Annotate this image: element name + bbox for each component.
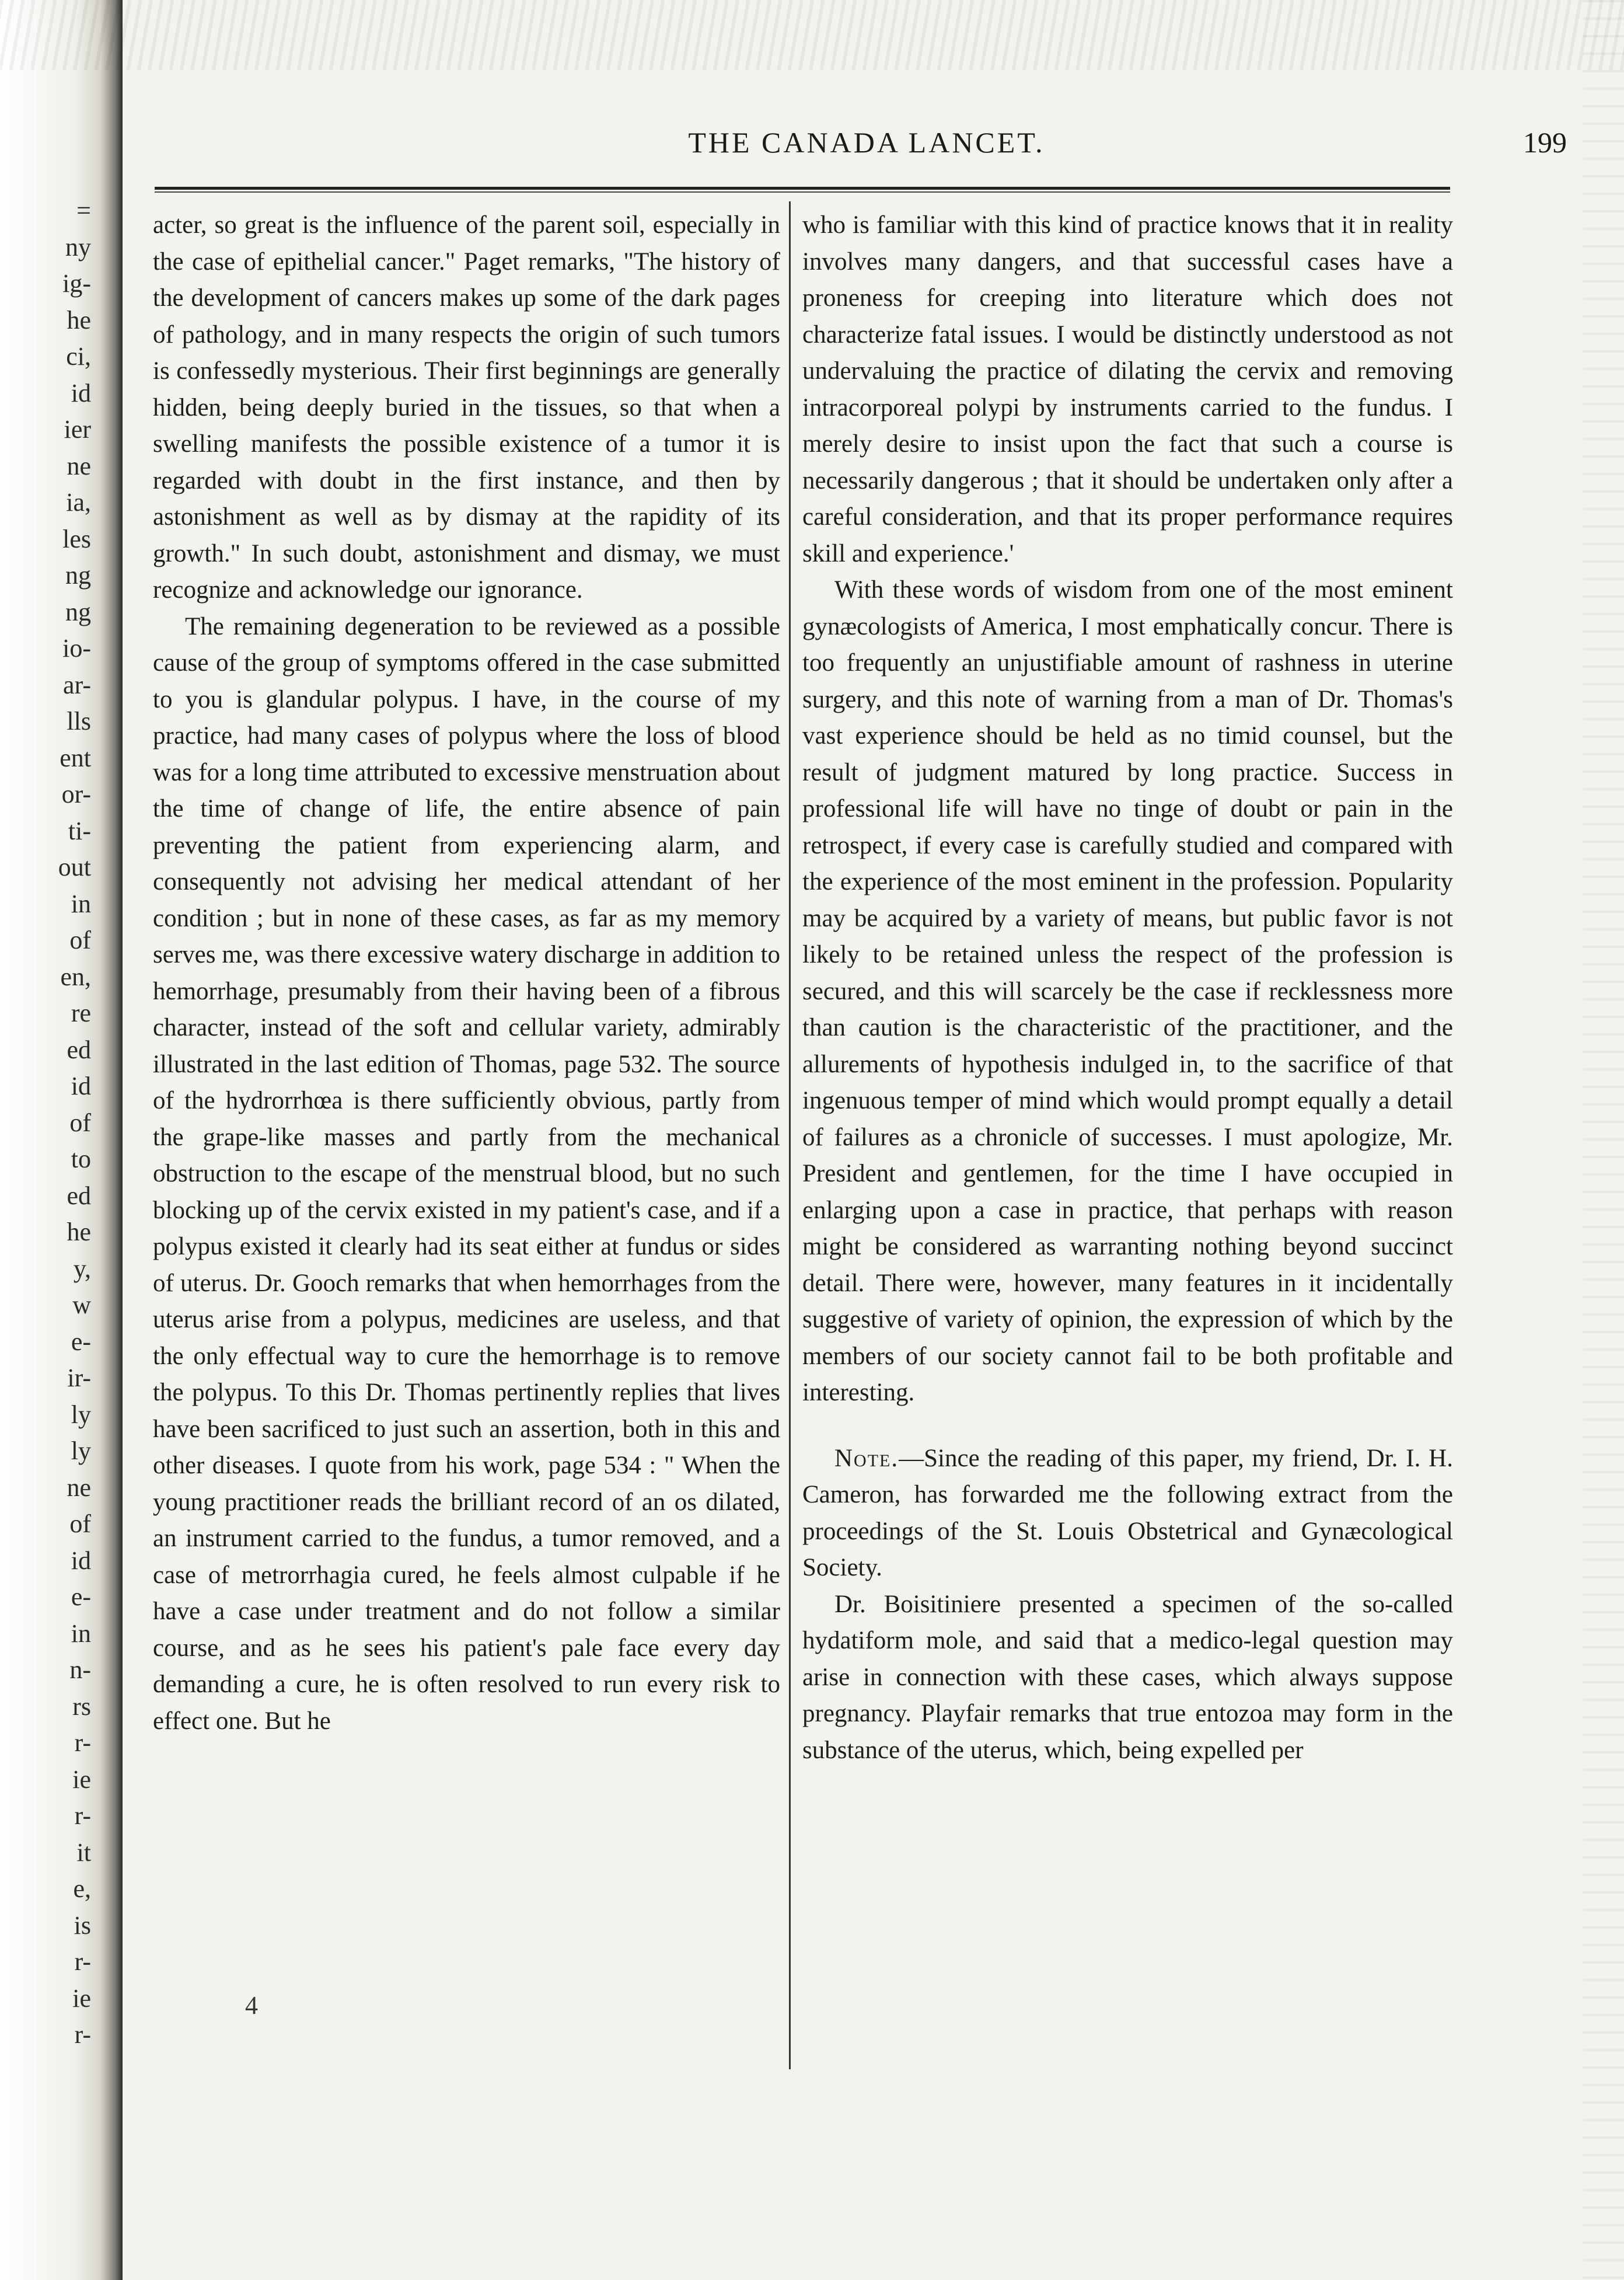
gutter-fragments (4, 193, 91, 2054)
page-number: 199 (1523, 126, 1567, 159)
gutter-fragment: ci, (66, 342, 91, 371)
binding-gutter (0, 0, 123, 2280)
right-paragraph-1: who is familiar with this kind of practice knows that it in reality involves many dangers, and that successful cases have a proneness for creeping into literature which does not characterize fatal issues. I would be distinctly understood as not undervaluing the practice of dilating the cervix and removing intracorporeal polypi by instruments carried to the fundus. I merely desire to insist upon the fact that such a course is necessarily dangerous ; that it should be undertaken only after a careful consideration, and that its proper performance requires skill and experience.' (802, 211, 1453, 567)
gutter-fragment: ar- (63, 670, 91, 699)
gutter-fragment: of (69, 926, 91, 954)
gutter-fragment: r- (74, 2020, 91, 2049)
gutter-fragment: e- (71, 1327, 91, 1356)
gutter-fragment: e- (71, 1582, 91, 1611)
gutter-fragment: id (71, 1072, 91, 1100)
gutter-fragment: ly (71, 1437, 91, 1465)
header-rule (155, 187, 1450, 193)
gutter-fragment: ir- (67, 1364, 91, 1392)
note-label: Note. (834, 1444, 899, 1472)
gutter-fragment: lls (67, 707, 91, 735)
gutter-fragment: y, (73, 1254, 91, 1283)
gutter-fragment: ed (67, 1181, 91, 1210)
gutter-fragment: = (76, 196, 91, 225)
left-column (153, 207, 780, 1739)
gutter-fragment: ny (65, 232, 91, 262)
gutter-fragment: id (71, 1546, 91, 1575)
note-text: —Since the reading of this paper, my friend, Dr. I. H. Cameron, has forwarded me the following extract from the proceedings of the St. Louis Obstetrical and Gynæcological Society. (802, 1444, 1453, 1581)
gutter-fragment: r- (74, 1728, 91, 1757)
gutter-fragment: ie (72, 1983, 91, 2013)
gutter-fragment: ier (64, 415, 91, 444)
gutter-fragment: n- (69, 1655, 91, 1684)
gutter-fragment: of (69, 1108, 91, 1137)
gutter-fragment: r- (74, 1801, 91, 1830)
gutter-fragment: is (74, 1911, 91, 1940)
gutter-fragment: io- (62, 634, 91, 663)
running-title: THE CANADA LANCET. (688, 126, 1045, 159)
gutter-fragment: ent (60, 743, 91, 772)
right-paragraph-2: With these words of wisdom from one of the most eminent gynæcologists of America, I most emphatically concur. There is too frequently an unjustifiable amount of rashness in uterine surgery, and this note of warning from a man of Dr. Thomas's vast experience should be held as no timid counsel, but the result of judgment matured by long practice. Success in professional life will have no tinge of doubt or pain in the retrospect, if every case is carefully studied and compared with the experience of the most eminent in the profession. Popularity may be acquired by a variety of means, but public favor is not likely to be retained unless the respect of the profession is secured, and this will scarcely be the case if recklessness more than caution is the characteristic of the practitioner, and the allurements of hypothesis indulged in, to the sacrifice of that ingenuous temper of mind which would prompt equally a detail of failures as a chronicle of successes. I must apologize, Mr. President and gentlemen, for the time I have occupied in enlarging upon a case in practice, that perhaps with reason might be considered as warranting nothing beyond succinct detail. There were, however, many features in it incidentally suggestive of variety of opinion, the expression of which by the members of our society cannot fail to be both profitable and interesting. (802, 576, 1453, 1406)
gutter-fragment: ia, (66, 488, 91, 517)
gutter-fragment: ne (67, 451, 91, 480)
gutter-fragment: of (69, 1509, 91, 1538)
gutter-fragment: in (71, 889, 91, 918)
gutter-fragment: ly (71, 1400, 91, 1429)
gutter-fragment: he (67, 305, 91, 334)
left-paragraph-2: The remaining degeneration to be reviewed as a possible cause of the group of symptoms offered in the case submitted to you is glandular polypus. I have, in the course of my practice, had many cases of polypus where the loss of blood was for a long time attributed to excessive menstruation about the time of change of life, the entire absence of pain preventing the patient from experiencing alarm, and consequently not advising her medical attendant of her condition ; but in none of these cases, as far as my memory serves me, was there excessive watery discharge in addition to hemorrhage, presumably from their having been of a fibrous character, instead of the soft and cellular variety, admirably illustrated in the last edition of Thomas, page 532. The source of the hydrorrhœa is there sufficiently obvious, partly from the grape-like masses and partly from the mechanical obstruction to the escape of the menstrual blood, but no such blocking up of the cervix existed in my patient's case, and if a polypus existed it clearly had its seat either at fundus or sides of uterus. Dr. Gooch remarks that when hemorrhages from the uterus arise from a polypus, medicines are useless, and that the only effectual way to cure the hemorrhage is to remove the polypus. To this Dr. Thomas pertinently replies that lives have been sacrificed to just such an assertion, both in this and other diseases. I quote from his work, page 534 : " When the young practitioner reads the brilliant record of an os dilated, an instrument carried to the fundus, a tumor removed, and a case of metrorrhagia cured, he feels almost culpable if he have a case under treatment and do not follow a similar course, and as he sees his patient's pale face every day demanding a cure, he is often resolved to run every risk to effect one. But he (153, 612, 780, 1735)
page-header (152, 125, 1581, 172)
right-column (802, 207, 1453, 1769)
gutter-fragment: r- (74, 1947, 91, 1976)
gutter-fragment: re (71, 999, 91, 1027)
scan-noise-right (1583, 0, 1624, 2280)
gutter-fragment: ig- (62, 269, 91, 298)
gutter-fragment: ed (67, 1035, 91, 1064)
gutter-fragment: it (76, 1838, 91, 1867)
gutter-fragment: rs (72, 1692, 91, 1721)
column-divider (789, 201, 791, 2069)
left-paragraph-1: acter, so great is the influence of the parent soil, especially in the case of epithelial cancer." Paget remarks, "The history of the development of cancers makes up some of the dark pages of pathology, and in many respects the origin of such tumors is confessedly mysterious. Their first beginnings are generally hidden, being deeply buried in the tissues, so that when a swelling manifests the possible existence of a tumor it is regarded with doubt in the first instance, and then by astonishment as well as by dismay at the rapidity of its growth." In such doubt, astonishment and dismay, we must recognize and acknowledge our ignorance. (153, 211, 780, 604)
gutter-fragment: id (71, 378, 91, 407)
gutter-fragment: in (71, 1619, 91, 1648)
scan-noise-top (0, 0, 1624, 70)
gutter-fragment: les (62, 524, 91, 553)
gutter-fragment: e, (73, 1874, 91, 1903)
signature-mark: 4 (245, 1991, 258, 2020)
gutter-fragment: out (58, 853, 91, 881)
gutter-fragment: to (71, 1145, 91, 1173)
gutter-fragment: ie (72, 1765, 91, 1794)
note-paragraph (802, 1441, 1453, 1587)
gutter-fragment: ne (67, 1473, 91, 1502)
gutter-fragment: ng (65, 597, 91, 626)
gutter-fragment: ti- (68, 816, 91, 845)
right-paragraph-4: Dr. Boisitiniere presented a specimen of the so-called hydatiform mole, and said that a medico-legal question may arise in connection with these cases, which always suppose pregnancy. Playfair remarks that true entozoa may form in the substance of the uterus, which, being expelled per (802, 1590, 1453, 1764)
gutter-fragment: w (72, 1291, 91, 1319)
gutter-fragment: or- (61, 780, 91, 808)
gutter-fragment: he (67, 1218, 91, 1246)
gutter-fragment: ng (65, 561, 91, 590)
gutter-fragment: en, (60, 962, 91, 991)
